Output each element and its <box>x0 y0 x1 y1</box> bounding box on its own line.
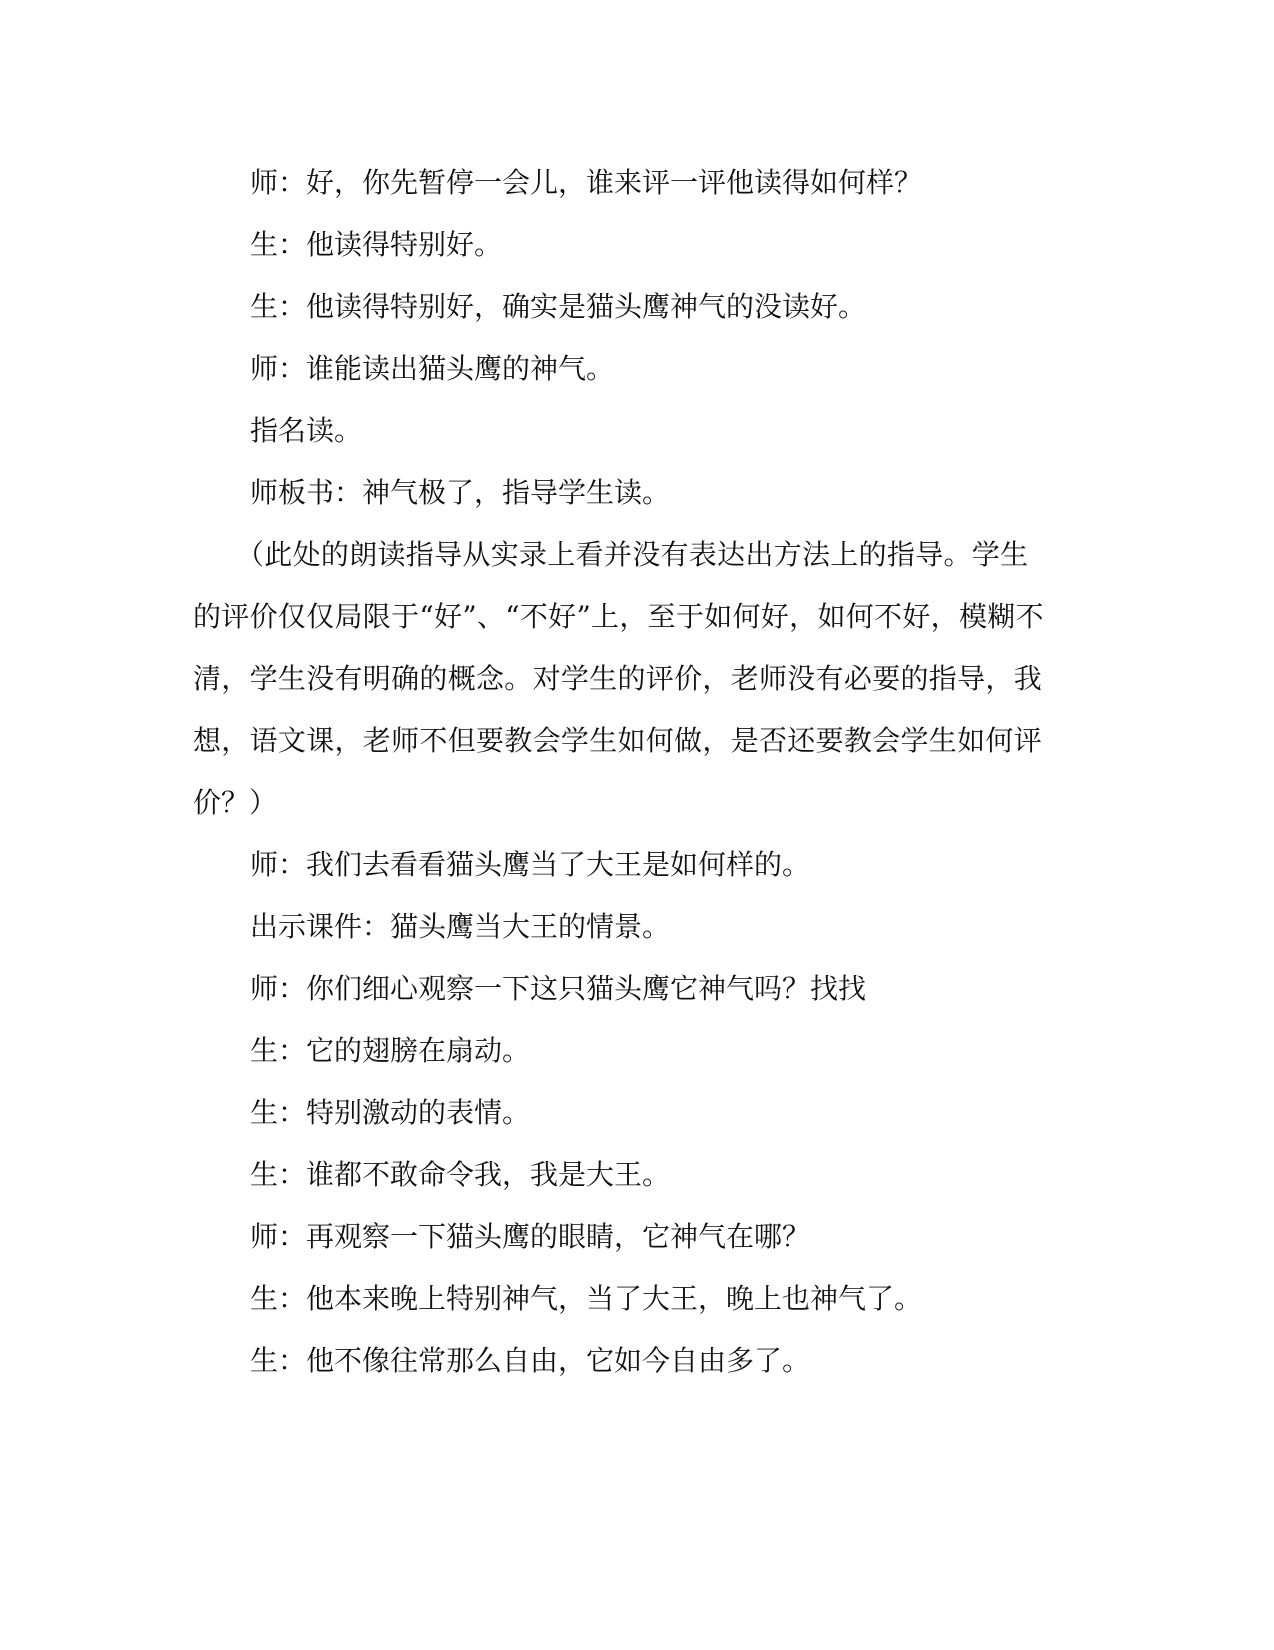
text-line: 生：他读得特别好。 <box>250 228 503 261</box>
commentary-line: 价？） <box>193 786 278 819</box>
text-line: 生：它的翅膀在扇动。 <box>250 1034 531 1067</box>
commentary-line: 的评价仅仅局限于“好”、“不好”上，至于如何好，如何不好，模糊不 <box>193 600 1044 633</box>
commentary-line: 想，语文课，老师不但要教会学生如何做，是否还要教会学生如何评 <box>193 724 1043 757</box>
text-line: 出示课件：猫头鹰当大王的情景。 <box>250 910 671 943</box>
text-line: 师：好，你先暂停一会儿，谁来评一评他读得如何样？ <box>250 166 923 199</box>
text-line: 师：谁能读出猫头鹰的神气。 <box>250 352 615 385</box>
text-line: 生：他读得特别好，确实是猫头鹰神气的没读好。 <box>250 290 867 323</box>
text-line: 师：你们细心观察一下这只猫头鹰它神气吗？找找 <box>250 972 867 1005</box>
commentary-line: （此处的朗读指导从实录上看并没有表达出方法上的指导。学生 <box>236 538 1029 571</box>
text-line: 师：我们去看看猫头鹰当了大王是如何样的。 <box>250 848 811 881</box>
text-line: 生：特别激动的表情。 <box>250 1096 531 1129</box>
text-line: 生：他不像往常那么自由，它如今自由多了。 <box>250 1344 811 1377</box>
text-line: 师板书：神气极了，指导学生读。 <box>250 476 671 509</box>
text-line: 生：谁都不敢命令我，我是大王。 <box>250 1158 671 1191</box>
text-line: 生：他本来晚上特别神气，当了大王，晚上也神气了。 <box>250 1282 923 1315</box>
text-line: 师：再观察一下猫头鹰的眼睛，它神气在哪？ <box>250 1220 811 1253</box>
text-line: 指名读。 <box>250 414 363 447</box>
commentary-line: 清，学生没有明确的概念。对学生的评价，老师没有必要的指导，我 <box>193 662 1043 695</box>
